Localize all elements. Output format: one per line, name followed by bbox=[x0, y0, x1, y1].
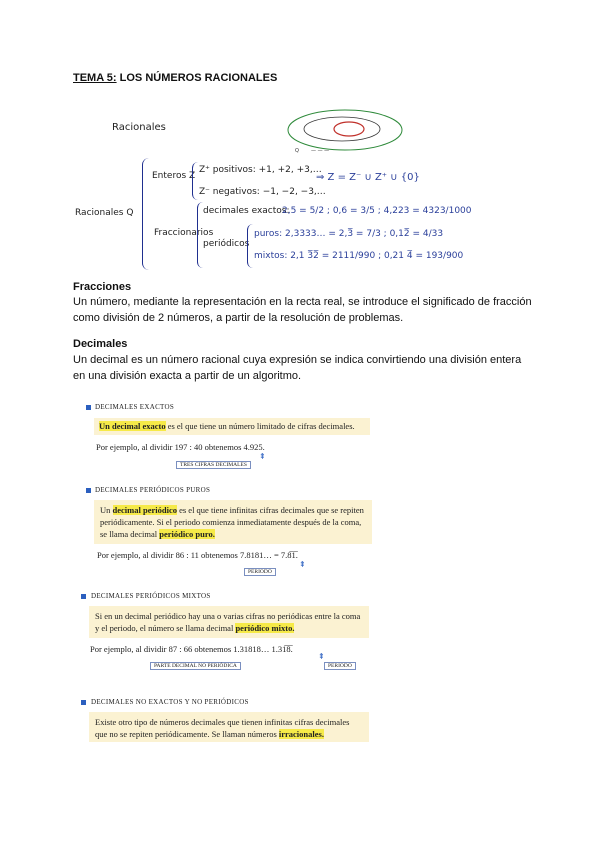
bullet-icon bbox=[86, 405, 91, 410]
decimales-exactos: decimales exactos: bbox=[203, 206, 290, 216]
svg-text:Q: Q bbox=[295, 148, 299, 154]
page-title bbox=[73, 72, 277, 84]
title-rest: LOS NÚMEROS RACIONALES bbox=[116, 72, 278, 84]
block4-text: Existe otro tipo de números decimales que tienen infinitas cifras decimales que no se repiten periódicamente. Se llaman números bbox=[95, 717, 350, 739]
decimales-heading: Decimales bbox=[73, 338, 128, 350]
block2-text: Un bbox=[100, 505, 113, 515]
sets-diagram bbox=[285, 108, 405, 158]
bullet-icon bbox=[81, 700, 86, 705]
exactos-examples: 2,5 = 5/2 ; 0,6 = 3/5 ; 4,223 = 4323/1000 bbox=[282, 206, 472, 216]
block1-box bbox=[94, 418, 370, 435]
arrow-icon: ⇞ bbox=[299, 560, 306, 569]
main-brace bbox=[142, 158, 149, 270]
periodicos-label: periódicos bbox=[203, 239, 250, 249]
block3-box bbox=[89, 606, 369, 638]
block2-title: DECIMALES PERIÓDICOS PUROS bbox=[95, 486, 211, 494]
highlight: periódico puro. bbox=[159, 529, 215, 539]
svg-text:— — —: — — — bbox=[311, 148, 330, 154]
racionales-label: Racionales bbox=[112, 122, 166, 133]
block2-label: PERIODO bbox=[244, 568, 276, 576]
block2-box bbox=[94, 500, 372, 544]
block1-example: Por ejemplo, al dividir 197 : 40 obtenemos 4.925. bbox=[96, 442, 265, 452]
highlight: decimal periódico bbox=[112, 505, 177, 515]
block4-box bbox=[89, 712, 369, 742]
block2-example: Por ejemplo, al dividir 86 : 11 obtenemos 7.8181… = 7.8̅1̅. bbox=[97, 550, 298, 560]
block1-label: TRES CIFRAS DECIMALES bbox=[176, 461, 251, 469]
block3-label2: PERIODO bbox=[324, 662, 356, 670]
block3-text: Si en un decimal periódico hay una o varias cifras no periódicas entre la coma y el periodo, el número se llama decimal bbox=[95, 611, 361, 633]
puros-examples: puros: 2,3333… = 2,3̅ = 7/3 ; 0,12̅ = 4/33 bbox=[254, 229, 444, 239]
bullet-icon bbox=[81, 594, 86, 599]
block4-title: DECIMALES NO EXACTOS Y NO PERIÓDICOS bbox=[91, 698, 249, 706]
block3-title: DECIMALES PERIÓDICOS MIXTOS bbox=[91, 592, 211, 600]
fracciones-heading: Fracciones bbox=[73, 281, 132, 293]
block3-label1: PARTE DECIMAL NO PERIÓDICA bbox=[150, 662, 241, 670]
positivos: Z⁺ positivos: +1, +2, +3,… bbox=[199, 165, 322, 175]
highlight: periódico mixto. bbox=[235, 623, 295, 633]
negativos: Z⁻ negativos: −1, −2, −3,… bbox=[199, 187, 326, 197]
decimales-text: Un decimal es un número racional cuya expresión se indica convirtiendo una división entera en una división exacta a partir de un algoritmo. bbox=[73, 354, 522, 382]
enteros-label: Enteros Z bbox=[152, 171, 196, 181]
block3-example: Por ejemplo, al dividir 87 : 66 obtenemos 1.31818… 1.31̅8̅. bbox=[90, 644, 293, 654]
highlight: Un decimal exacto bbox=[99, 421, 166, 431]
arrow-icon: ⇞ bbox=[259, 452, 266, 461]
bullet-icon bbox=[86, 488, 91, 493]
block1-title: DECIMALES EXACTOS bbox=[95, 403, 175, 411]
block1-text: es el que tiene un número limitado de cifras decimales. bbox=[165, 421, 355, 431]
fraccionarios-label: Fraccionarios bbox=[154, 228, 214, 238]
union: ⇒ Z = Z⁻ ∪ Z⁺ ∪ {0} bbox=[316, 172, 420, 183]
mixtos-examples: mixtos: 2,1 3̅2̅ = 2111/990 ; 0,21 4̅ = 193/900 bbox=[254, 251, 464, 261]
enteros-brace bbox=[192, 162, 198, 200]
root-label: Racionales Q bbox=[75, 208, 134, 218]
title-prefix: TEMA 5: bbox=[73, 72, 117, 84]
highlight: irracionales. bbox=[278, 729, 324, 739]
periodicos-brace bbox=[247, 224, 253, 268]
arrow-icon: ⇞ bbox=[318, 652, 325, 661]
block2-text: es el que tiene infinitas cifras decimales que se repiten periódicamente. Si el periodo comienza inmediatamente después de la coma, se llama decimal bbox=[100, 505, 364, 539]
fracciones-text: Un número, mediante la representación en la recta real, se introduce el significado de fracción como división de 2 números, a partir de la resolución de problemas. bbox=[73, 296, 532, 324]
